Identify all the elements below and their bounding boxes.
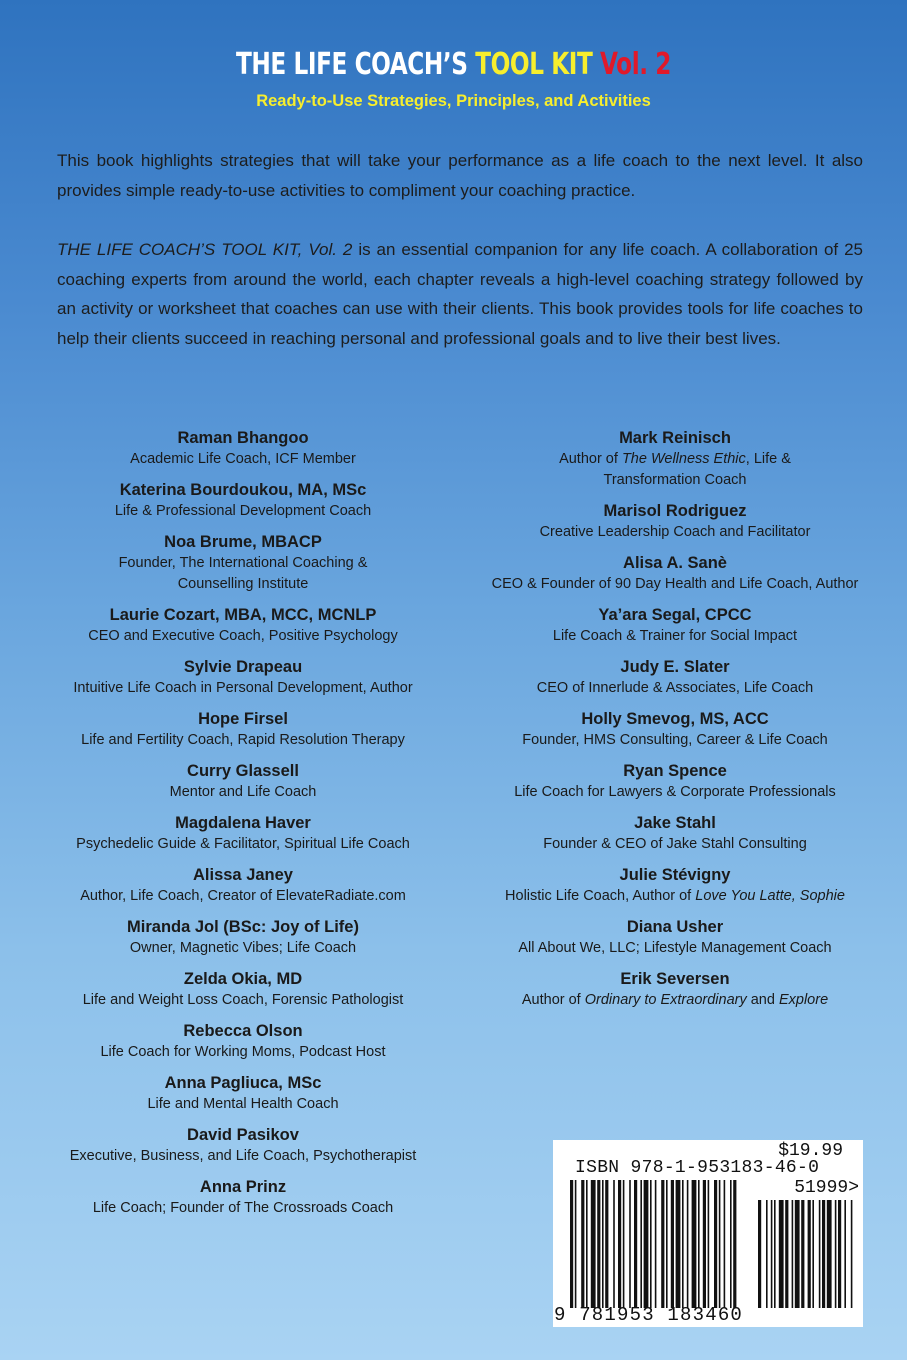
barcode-bar — [851, 1200, 853, 1308]
contributor — [43, 531, 443, 595]
barcode-bar — [575, 1180, 577, 1308]
barcode-bar — [730, 1180, 732, 1308]
barcode-bar — [779, 1200, 784, 1308]
contributor-role: Owner, Magnetic Vibes; Life Coach — [129, 940, 357, 956]
contributor-role — [475, 990, 875, 1011]
barcode-bar — [812, 1200, 814, 1308]
contributor-name: Miranda Jol (BSc: Joy of Life) — [127, 918, 359, 936]
contributor-role: Life Coach; Founder of The Crossroads Coach — [92, 1200, 394, 1216]
contributor — [475, 427, 875, 491]
barcode-bar — [733, 1180, 736, 1308]
barcode-bar — [698, 1180, 700, 1308]
barcode-bar — [650, 1180, 652, 1308]
contributor — [43, 708, 443, 751]
barcode-bar — [785, 1200, 788, 1308]
contributor — [475, 916, 875, 959]
barcode-bar — [682, 1180, 684, 1308]
contributor-role — [475, 886, 875, 907]
role-book-title: Explore — [778, 992, 829, 1008]
role-book-title: Ordinary to Extraordinary — [584, 992, 747, 1008]
barcode-bar — [708, 1180, 710, 1308]
price-label: $19.99 — [778, 1141, 843, 1161]
contributor — [43, 916, 443, 959]
barcode-bar — [605, 1180, 608, 1308]
contributor-name: Ya’ara Segal, CPCC — [598, 606, 752, 624]
contributor — [43, 427, 443, 470]
contributor-name: Julie Stévigny — [619, 866, 731, 884]
contributor-role — [475, 449, 875, 491]
description-paragraph-1: This book highlights strategies that will take your performance as a life coach to the next level. It also provides simple ready-to-use activities to compliment your coaching practice. — [57, 151, 863, 200]
barcode-bar — [623, 1180, 625, 1308]
role-text: and — [746, 992, 779, 1008]
role-book-title: The Wellness Ethic — [621, 451, 746, 467]
barcode-bar — [771, 1200, 773, 1308]
contributor-role: All About We, LLC; Lifestyle Management Coach — [518, 940, 832, 956]
barcode-bar — [671, 1180, 674, 1308]
contributors-left-column — [43, 427, 443, 1228]
contributor — [475, 812, 875, 855]
barcode-bar — [629, 1180, 631, 1308]
contributor-name: Hope Firsel — [198, 710, 288, 728]
contributor-name: Anna Pagliuca, MSc — [164, 1074, 322, 1092]
contributor-role: CEO and Executive Coach, Positive Psychology — [88, 628, 398, 644]
contributor-role: CEO & Founder of 90 Day Health and Life Coach, Author — [491, 576, 859, 592]
contributor — [43, 760, 443, 803]
barcode-bar — [774, 1200, 776, 1308]
title-toolkit: TOOL KIT — [475, 47, 593, 82]
barcode-bar — [640, 1180, 642, 1308]
contributor — [475, 656, 875, 699]
contributor-name: Laurie Cozart, MBA, MCC, MCNLP — [109, 606, 377, 624]
contributor-role: Academic Life Coach, ICF Member — [130, 451, 356, 467]
contributor-role: Life Coach for Working Moms, Podcast Host — [100, 1044, 386, 1060]
contributor-role: Founder, HMS Consulting, Career & Life Coach — [522, 732, 828, 748]
barcode-bar — [719, 1180, 721, 1308]
contributor-name: Noa Brume, MBACP — [164, 533, 322, 551]
contributor-name: Mark Reinisch — [619, 429, 731, 447]
contributor-name: Sylvie Drapeau — [183, 658, 303, 676]
barcode-bar — [687, 1180, 689, 1308]
role-book-title: Love You Latte, Sophie — [695, 888, 845, 904]
role-text: Author of — [521, 992, 585, 1008]
barcode-bar — [591, 1180, 596, 1308]
barcode-bar — [692, 1180, 697, 1308]
contributor — [43, 968, 443, 1011]
contributor — [475, 968, 875, 1011]
barcode-bar — [570, 1180, 573, 1308]
contributor-role: Author, Life Coach, Creator of ElevateRadiate.com — [80, 888, 406, 904]
barcode-bar — [724, 1180, 726, 1308]
contributor-role: Creative Leadership Coach and Facilitator — [539, 524, 811, 540]
contributor-name: Diana Usher — [626, 918, 724, 936]
contributor-role: Life & Professional Development Coach — [114, 503, 372, 519]
contributor — [43, 604, 443, 647]
barcode-bar — [758, 1200, 761, 1308]
contributor — [43, 812, 443, 855]
isbn-label: ISBN 978-1-953183-46-0 — [575, 1158, 820, 1178]
contributor — [475, 552, 875, 595]
barcode-bar — [835, 1200, 837, 1308]
title-volume: Vol. 2 — [592, 47, 671, 82]
barcode-bar — [602, 1180, 604, 1308]
contributor — [43, 1124, 443, 1167]
barcode-bar — [792, 1200, 794, 1308]
contributor-role: Life and Fertility Coach, Rapid Resolution Therapy — [81, 732, 405, 748]
contributor — [475, 500, 875, 543]
contributor-name: Jake Stahl — [634, 814, 716, 832]
contributor — [43, 1176, 443, 1219]
barcode-bar — [801, 1200, 804, 1308]
role-text: , Life & Transformation Coach — [603, 451, 791, 488]
role-text: Holistic Life Coach, Author of — [505, 888, 696, 904]
description-paragraph-2 — [57, 235, 863, 353]
barcode-bar — [844, 1200, 846, 1308]
contributor-name: Anna Prinz — [199, 1178, 287, 1196]
contributor-role: Life Coach for Lawyers & Corporate Professionals — [514, 784, 836, 800]
contributor-name: Judy E. Slater — [620, 658, 730, 676]
contributor — [43, 479, 443, 522]
price-addon-bars — [758, 1200, 852, 1308]
contributor-name: Zelda Okia, MD — [183, 970, 303, 988]
barcode-bar — [634, 1180, 637, 1308]
contributor-role: CEO of Innerlude & Associates, Life Coach — [536, 680, 814, 696]
contributor-role: Executive, Business, and Life Coach, Psychotherapist — [69, 1148, 417, 1164]
contributor-role: Psychedelic Guide & Facilitator, Spiritual Life Coach — [76, 836, 410, 852]
barcode-bar — [666, 1180, 668, 1308]
contributor-role: Life Coach & Trainer for Social Impact — [552, 628, 798, 644]
book-subtitle: Ready-to-Use Strategies, Principles, and Activities — [256, 92, 651, 110]
contributor-role: Founder, The International Coaching & Counselling Institute — [118, 555, 368, 592]
contributor — [43, 656, 443, 699]
barcode-bar — [838, 1200, 841, 1308]
contributor-role: Intuitive Life Coach in Personal Development, Author — [73, 680, 413, 696]
contributor-name: Alissa Janey — [193, 866, 293, 884]
barcode-bar — [613, 1180, 615, 1308]
contributors-right-column — [475, 427, 875, 1020]
barcode-bar — [714, 1180, 717, 1308]
ean-bars — [570, 1180, 736, 1308]
barcode-bar — [586, 1180, 588, 1308]
barcode-bar — [661, 1180, 664, 1308]
contributor — [43, 1072, 443, 1115]
isbn-barcode — [553, 1140, 863, 1327]
contributor-role: Mentor and Life Coach — [169, 784, 317, 800]
contributor-role: Life and Weight Loss Coach, Forensic Pathologist — [82, 992, 404, 1008]
contributor — [43, 864, 443, 907]
barcode-bar — [819, 1200, 821, 1308]
contributor-name: Katerina Bourdoukou, MA, MSc — [119, 481, 367, 499]
contributor-name: Alisa A. Sanè — [623, 554, 727, 572]
barcode-bar — [808, 1200, 811, 1308]
contributor-name: Rebecca Olson — [183, 1022, 303, 1040]
barcode-bar — [822, 1200, 825, 1308]
contributor-role: Founder & CEO of Jake Stahl Consulting — [543, 836, 807, 852]
barcode-bar — [581, 1180, 584, 1308]
book-title — [63, 44, 843, 86]
ean-number: 9 781953 183460 — [554, 1304, 744, 1326]
contributor-name: Curry Glassell — [187, 762, 299, 780]
barcode-bar — [618, 1180, 621, 1308]
contributor — [475, 864, 875, 907]
contributor-name: Raman Bhangoo — [177, 429, 309, 447]
contributor — [475, 604, 875, 647]
contributor-name: Holly Smevog, MS, ACC — [581, 710, 769, 728]
contributor-name: Magdalena Haver — [175, 814, 311, 832]
barcode-bar — [644, 1180, 649, 1308]
contributor-name: Ryan Spence — [623, 762, 727, 780]
contributor-name: Erik Seversen — [620, 970, 730, 988]
barcode-bar — [795, 1200, 800, 1308]
contributor-role: Life and Mental Health Coach — [147, 1096, 339, 1112]
contributor — [475, 708, 875, 751]
price-code-label: 51999> — [794, 1178, 859, 1198]
title-main: THE LIFE COACH’S — [236, 47, 476, 82]
barcode-bar — [703, 1180, 706, 1308]
contributor-name: Marisol Rodriguez — [603, 502, 747, 520]
contributor — [475, 760, 875, 803]
barcode-bar — [597, 1180, 600, 1308]
contributor-name: David Pasikov — [187, 1126, 299, 1144]
barcode-bar — [676, 1180, 681, 1308]
description-text: is an essential companion for any life coach. A collaboration of 25 coaching experts from around the world, each chapter reveals a high-level coaching strategy followed by an activity or worksheet that coaches can use with their clients. This book provides tools for life coaches to help their clients succeed in reaching personal and professional goals and to live their best lives. — [57, 240, 863, 348]
barcode-bar — [827, 1200, 832, 1308]
barcode-bar — [766, 1200, 768, 1308]
description-book-title: THE LIFE COACH’S TOOL KIT, Vol. 2 — [57, 240, 353, 259]
barcode-bar — [655, 1180, 657, 1308]
role-text: Author of — [559, 451, 622, 467]
contributor — [43, 1020, 443, 1063]
